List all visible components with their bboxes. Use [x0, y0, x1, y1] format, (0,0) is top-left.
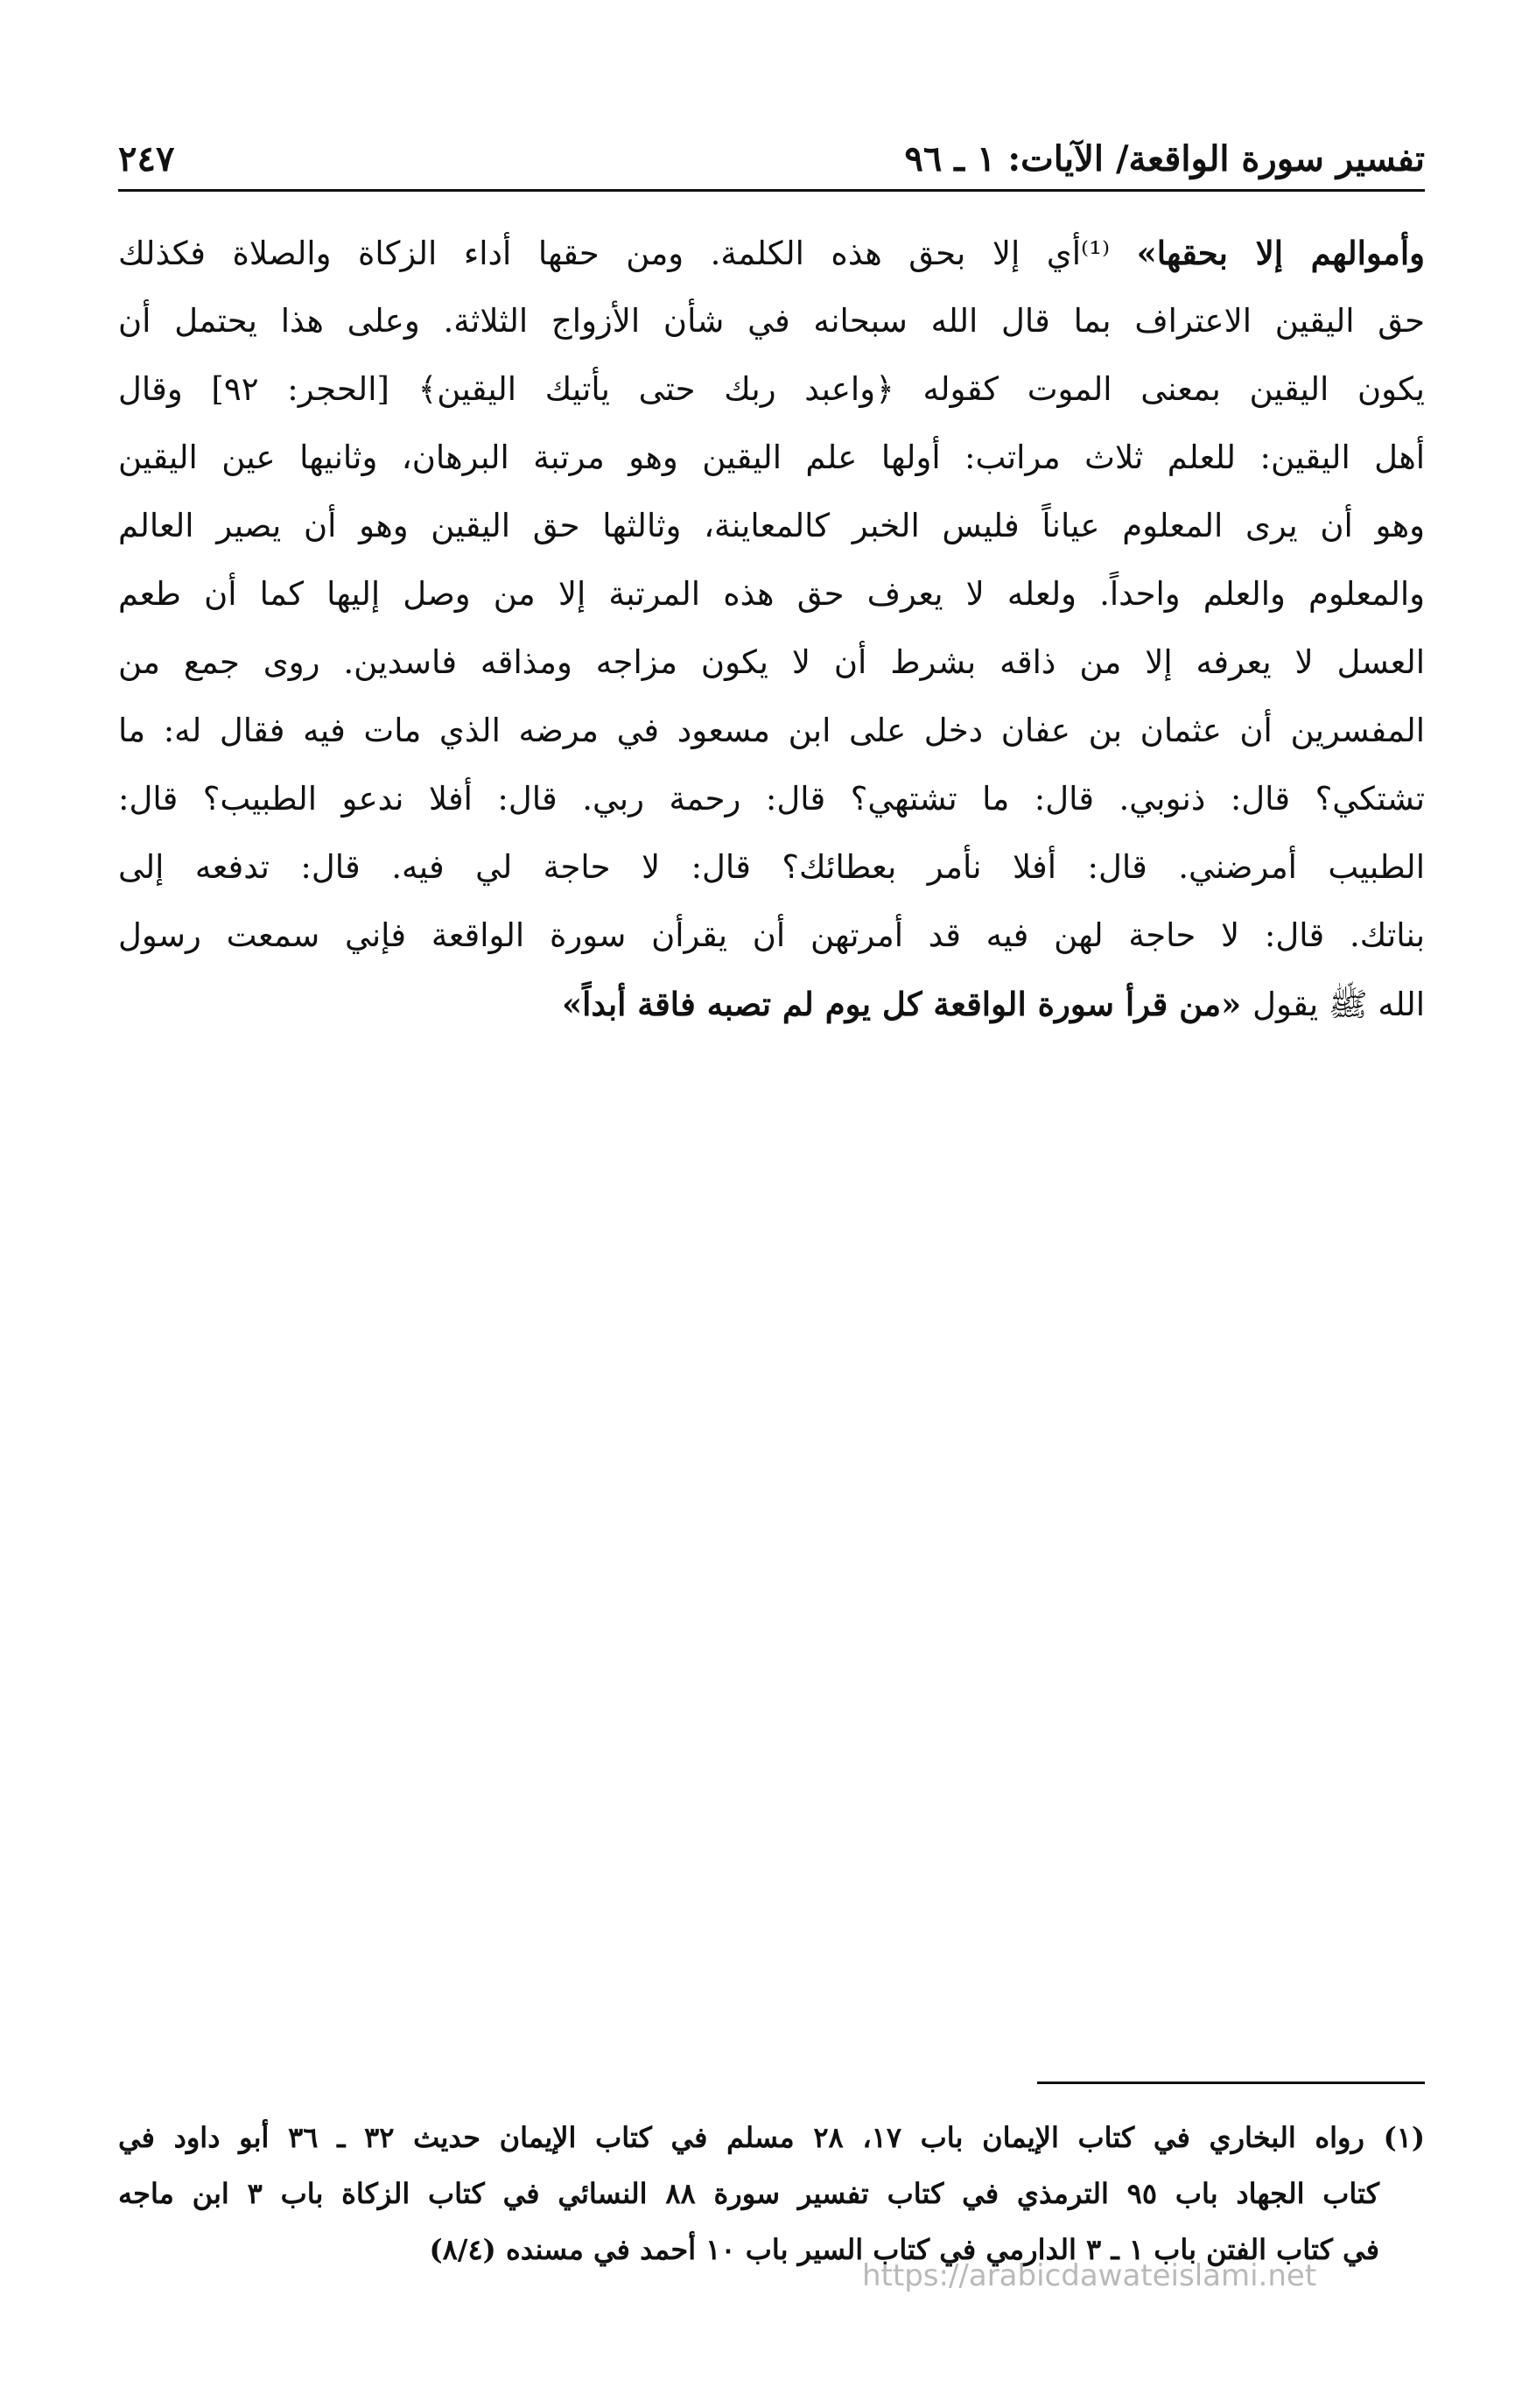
header-rule	[118, 189, 1425, 192]
line-text: ⁽¹⁾أي إلا بحق هذه الكلمة. ومن حقها أداء الزكاة والصلاة فكذلك	[118, 235, 1137, 272]
text-line: يكون اليقين بمعنى الموت كقوله ﴿واعبد ربك حتى يأتيك اليقين﴾ [الحجر: ٩٢] وقال	[118, 370, 1425, 408]
text-line	[118, 970, 1425, 1038]
text-line: والمعلوم والعلم واحداً. ولعله لا يعرف حق هذه المرتبة إلا من وصل إليها كما أن طعم	[118, 575, 1425, 613]
text-line: الطبيب أمرضني. قال: أفلا نأمر بعطائك؟ قال: لا حاجة لي فيه. قال: تدفعه إلى	[118, 848, 1425, 886]
text-line: وهو أن يرى المعلوم عياناً فليس الخبر كالمعاينة، وثالثها حق اليقين وهو أن يصير العالم	[118, 507, 1425, 544]
page-number: ٢٤٧	[118, 138, 175, 179]
main-text	[118, 219, 1425, 1038]
watermark-url: https://arabicdawateislami.net	[862, 2258, 1317, 2293]
bold-hadith: «من قرأ سورة الواقعة كل يوم لم تصبه فاقة أبداً»	[562, 985, 1253, 1023]
text-line: المفسرين أن عثمان بن عفان دخل على ابن مسعود في مرضه الذي مات فيه فقال له: ما	[118, 712, 1425, 749]
text-line: أهل اليقين: للعلم ثلاث مراتب: أولها علم اليقين وهو مرتبة البرهان، وثانيها عين اليقين	[118, 439, 1425, 476]
line-text: الله ﷺ يقول	[1252, 986, 1425, 1023]
running-header	[118, 131, 1425, 193]
text-line: تشتكي؟ قال: ذنوبي. قال: ما تشتهي؟ قال: رحمة ربي. قال: أفلا ندعو الطبيب؟ قال:	[118, 780, 1425, 818]
chapter-title: تفسير سورة الواقعة/ الآيات: ١ ـ ٩٦	[904, 138, 1425, 179]
text-line: حق اليقين الاعتراف بما قال الله سبحانه في شأن الأزواج الثلاثة. وعلى هذا يحتمل أن	[118, 302, 1425, 340]
text-line: العسل لا يعرفه إلا من ذاقه بشرط أن لا يكون مزاجه ومذاقه فاسدين. روى جمع من	[118, 643, 1425, 681]
footnote-line: (١) رواه البخاري في كتاب الإيمان باب ١٧، ٢٨ مسلم في كتاب الإيمان حديث ٣٢ ـ ٣٦ أبو داود في	[118, 2121, 1425, 2154]
text-line	[118, 219, 1425, 287]
footnotes	[118, 2110, 1425, 2278]
footnote-line: كتاب الجهاد باب ٩٥ الترمذي في كتاب تفسير سورة ٨٨ النسائي في كتاب الزكاة باب ٣ ابن ماجه	[118, 2177, 1380, 2210]
footnote-line: في كتاب الفتن باب ١ ـ ٣ الدارمي في كتاب السير باب ١٠ أحمد في مسنده (٨/٤)	[429, 2233, 1379, 2266]
footnote-rule	[1037, 2082, 1425, 2084]
bold-quote: وأموالهم إلا بحقها»	[1136, 234, 1425, 272]
text-line: بناتك. قال: لا حاجة لهن فيه قد أمرتهن أن يقرأن سورة الواقعة فإني سمعت رسول	[118, 916, 1425, 954]
